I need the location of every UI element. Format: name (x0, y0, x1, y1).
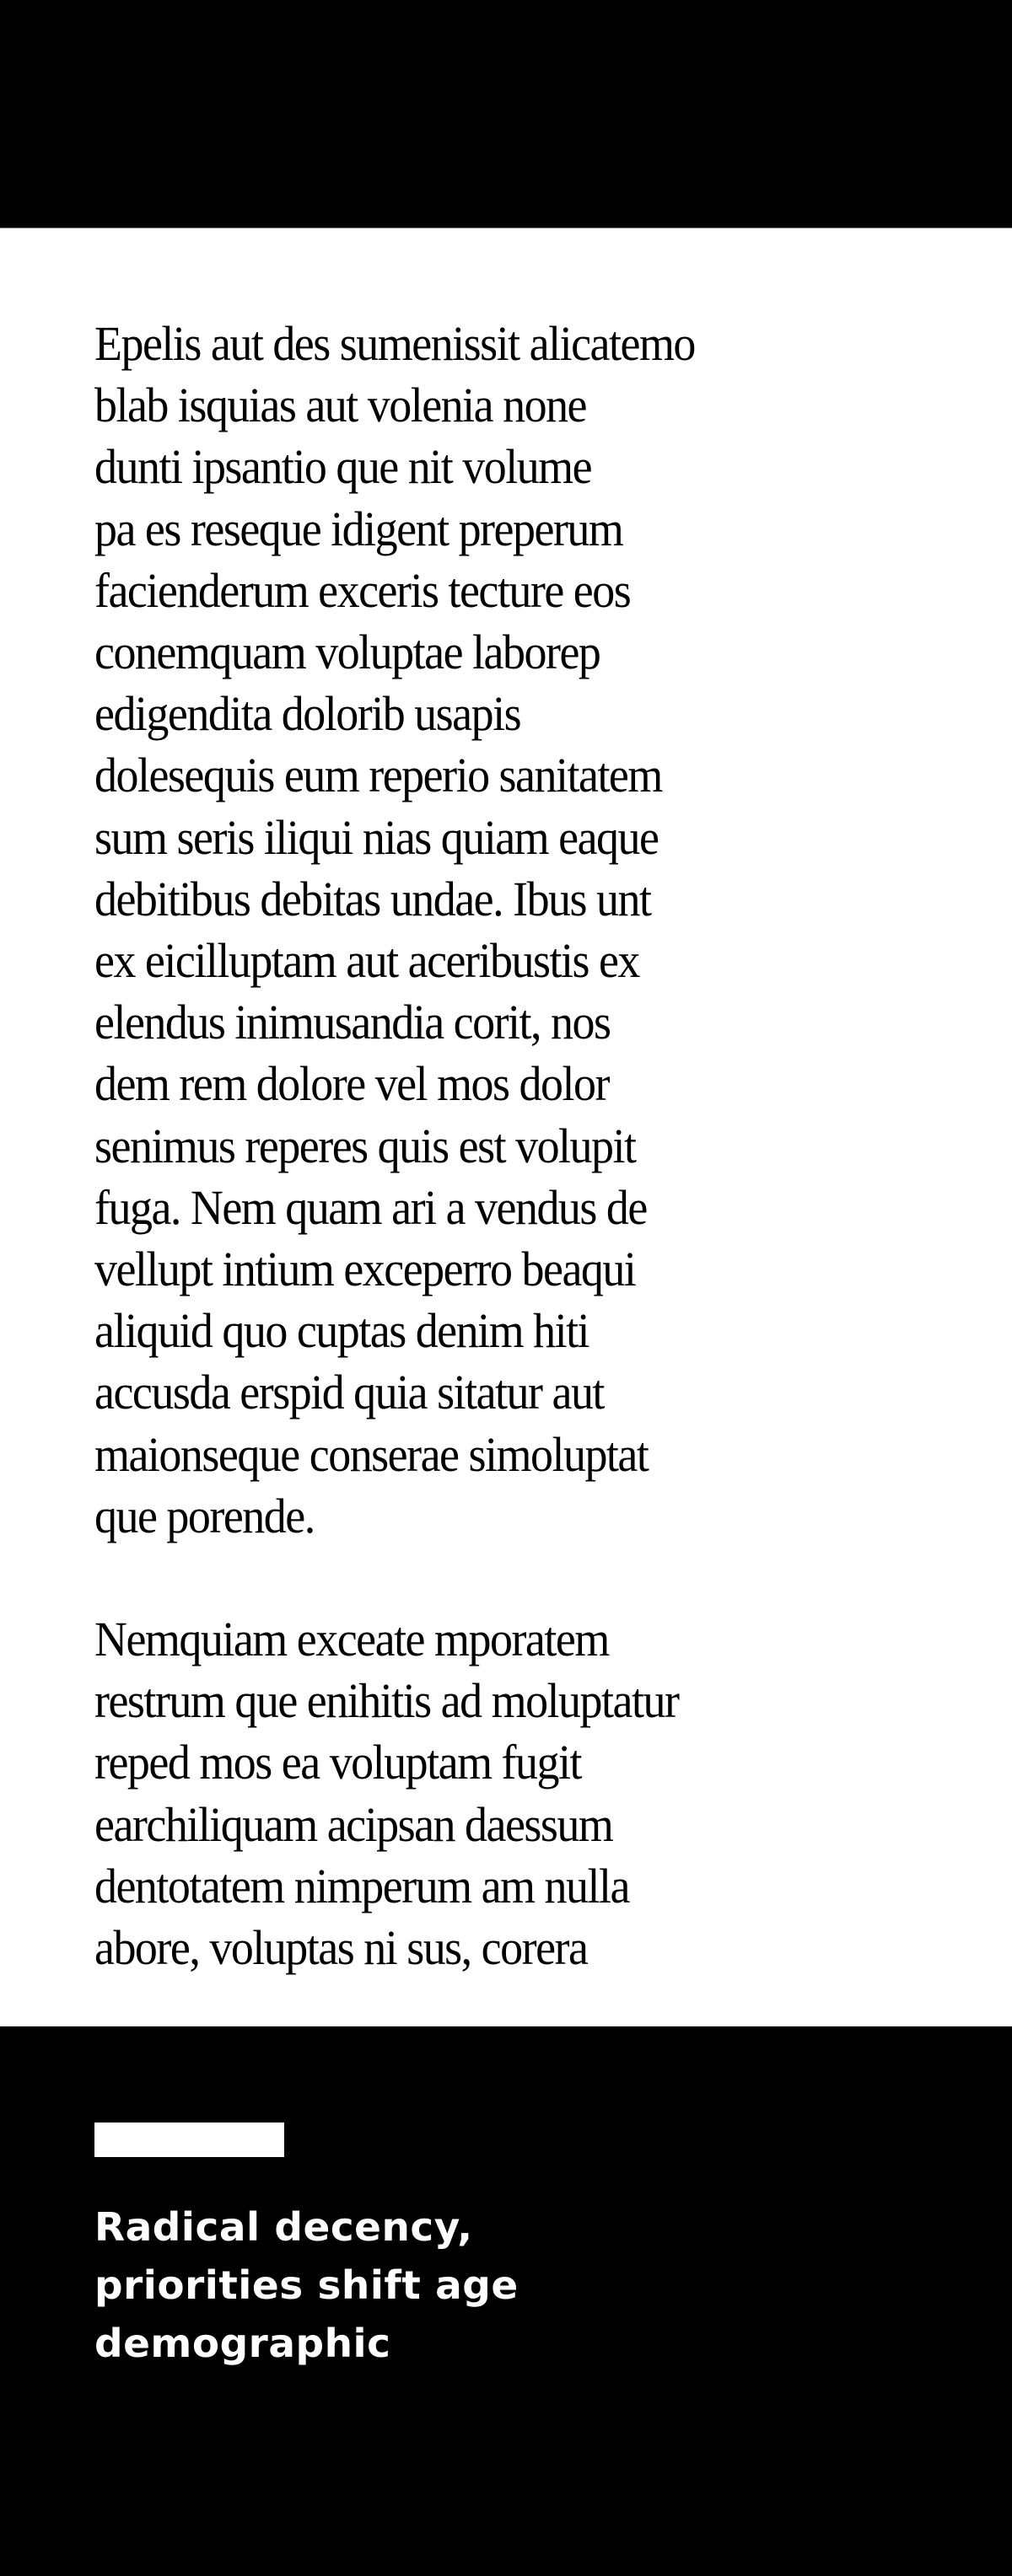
article-body (0, 228, 1012, 2026)
text-line: maionseque conserae simoluptat (94, 1426, 649, 1482)
text-line: dentotatem nimperum am nulla (94, 1858, 629, 1913)
body-copy (94, 313, 879, 1978)
text-line: senimus reperes quis est volupit (94, 1118, 636, 1173)
text-line: conemquam voluptae laborep (94, 625, 600, 680)
text-line: aliquid quo cuptas denim hiti (94, 1303, 589, 1359)
white-marker-bar (94, 2123, 284, 2157)
text-line: pa es reseque idigent preperum (94, 501, 623, 556)
text-line: fuga. Nem quam ari a vendus de (94, 1179, 647, 1235)
text-line: abore, voluptas ni sus, corera (94, 1920, 588, 1976)
text-line: dunti ipsantio que nit volume (94, 439, 592, 495)
paragraph-1 (94, 313, 879, 1547)
text-line: facienderum exceris tecture eos (94, 562, 631, 618)
footer-black-band (0, 2026, 1012, 2576)
headline-line: priorities shift age (94, 2262, 519, 2308)
paragraph-2 (94, 1608, 879, 1978)
headline-line: Radical decency, (94, 2204, 473, 2250)
text-line: debitibus debitas undae. Ibus unt (94, 871, 651, 926)
text-line: dem rem dolore vel mos dolor (94, 1056, 609, 1112)
text-line: reped mos ea voluptam fugit (94, 1735, 581, 1790)
text-line: dolesequis eum reperio sanitatem (94, 748, 662, 803)
text-line: sum seris iliqui nias quiam eaque (94, 809, 659, 865)
text-line: blab isquias aut volenia none (94, 378, 587, 433)
footer-headline (94, 2198, 519, 2373)
text-line: edigendita dolorib usapis (94, 686, 521, 742)
text-line: restrum que enihitis ad moluptatur (94, 1673, 679, 1729)
text-line: ex eicilluptam aut aceribustis ex (94, 933, 639, 989)
text-line: vellupt intium exceperro beaqui (94, 1242, 636, 1297)
text-line: que porende. (94, 1488, 315, 1543)
text-line: Nemquiam exceate mporatem (94, 1612, 609, 1667)
headline-line: demographic (94, 2321, 391, 2366)
text-line: elendus inimusandia corit, nos (94, 995, 611, 1050)
text-line: earchiliquam acipsan daessum (94, 1796, 613, 1852)
top-black-band (0, 0, 1012, 228)
text-line: accusda erspid quia sitatur aut (94, 1365, 604, 1420)
text-line: Epelis aut des sumenissit alicatemo (94, 316, 695, 371)
